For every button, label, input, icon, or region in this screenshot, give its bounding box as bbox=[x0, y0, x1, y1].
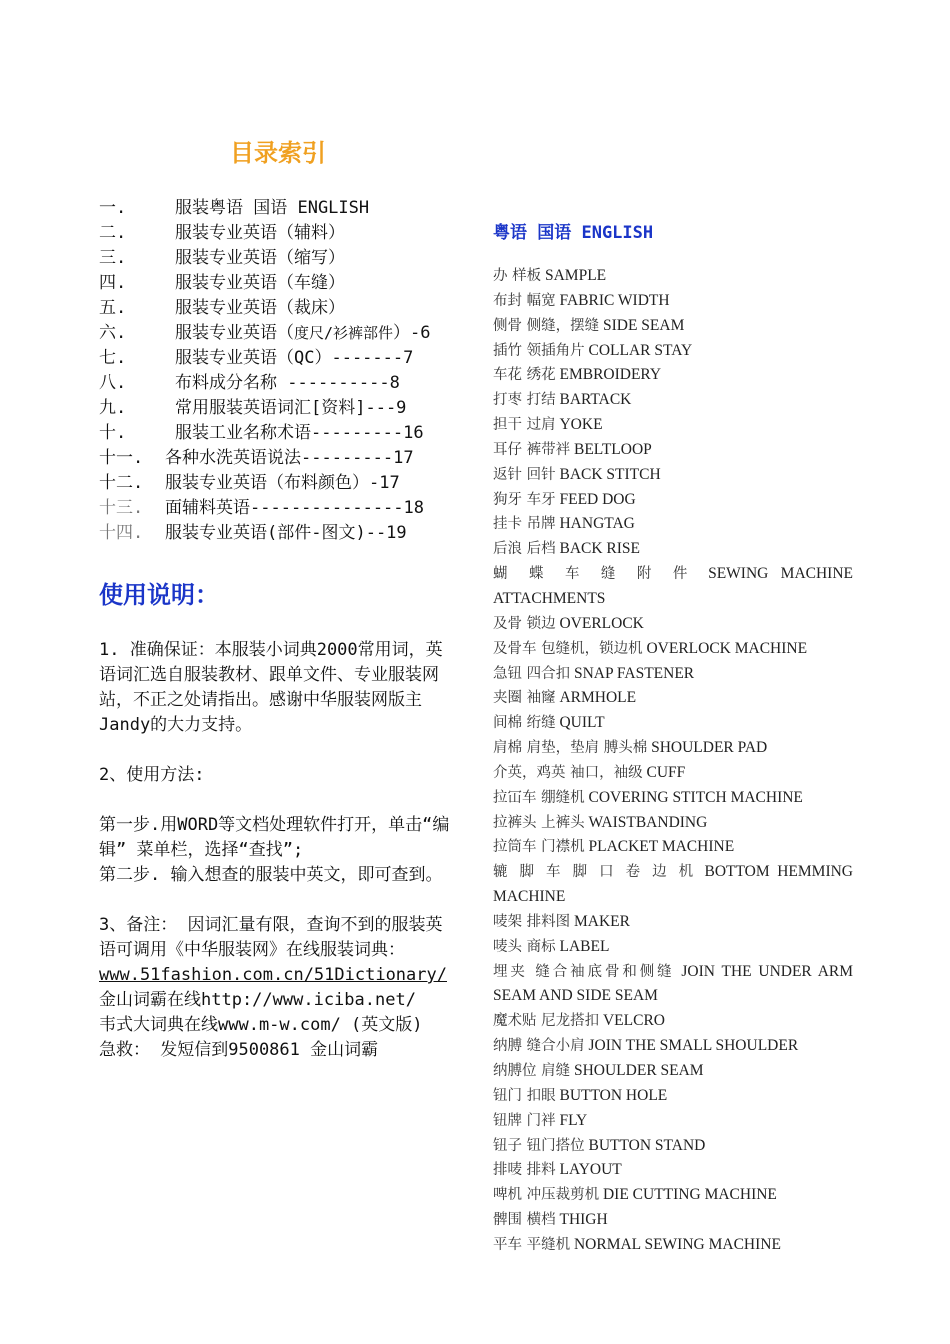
glossary-entry bbox=[493, 662, 853, 687]
glossary-entry bbox=[493, 388, 853, 413]
glossary-english: FABRIC WIDTH bbox=[559, 291, 670, 309]
glossary-entry bbox=[493, 935, 853, 960]
usage-paragraph-3: 3、备注： 因词汇量有限，查询不到的服装英语可调用《中华服装网》在线服装词典： bbox=[99, 915, 443, 960]
toc-item bbox=[99, 496, 469, 521]
glossary-cantonese-mandarin: 及骨 锁边 bbox=[493, 615, 556, 632]
glossary-cantonese-mandarin: 唛架 排料图 bbox=[493, 913, 571, 930]
glossary-cantonese-mandarin: 拉筒车 门襟机 bbox=[493, 839, 585, 856]
toc-item-number: 五. bbox=[99, 298, 127, 318]
glossary-english: BOTTOM HEMMING bbox=[704, 863, 854, 881]
glossary-cantonese-mandarin: 钮门 扣眼 bbox=[493, 1087, 556, 1104]
glossary-english: FEED DOG bbox=[559, 490, 636, 508]
toc-item bbox=[99, 196, 469, 221]
glossary-english: MAKER bbox=[573, 912, 630, 930]
glossary-cantonese-mandarin: 钮牌 门袢 bbox=[493, 1112, 556, 1129]
usage-paragraph-1: 1. 准确保证：本服装小词典2000常用词，英语词汇选自服装教材、跟单文件、专业服装网站，不正之处请指出。感谢中华服装网版主Jandy的大力支持。 bbox=[99, 640, 443, 735]
toc-item-number: 一. bbox=[99, 198, 127, 218]
glossary-entry bbox=[493, 960, 853, 985]
glossary-entry bbox=[493, 512, 853, 537]
glossary-english: PLACKET MACHINE bbox=[588, 838, 735, 856]
glossary-english: SHOULDER SEAM bbox=[573, 1062, 704, 1079]
glossary-cantonese-mandarin: 间棉 绗缝 bbox=[493, 715, 556, 732]
toc-item bbox=[99, 346, 469, 371]
glossary-english: SHOULDER PAD bbox=[651, 739, 768, 757]
glossary-english: NORMAL SEWING MACHINE bbox=[573, 1235, 781, 1253]
glossary-entry bbox=[493, 1109, 853, 1134]
glossary-entry bbox=[493, 1009, 853, 1034]
glossary-entry bbox=[493, 1158, 853, 1183]
glossary-entry bbox=[493, 835, 853, 860]
toc-item-text: 常用服装英语词汇[资料]---9 bbox=[175, 398, 407, 418]
glossary-entry bbox=[493, 1134, 853, 1159]
glossary-cantonese-mandarin: 唛头 商标 bbox=[493, 938, 556, 955]
iciba-line: 金山词霸在线http://www.iciba.net/ bbox=[99, 990, 416, 1010]
glossary-english: HANGTAG bbox=[559, 515, 635, 533]
glossary-cantonese-mandarin: 及骨车 包缝机，锁边机 bbox=[493, 640, 643, 657]
toc-item-text: 服装粤语 国语 ENGLISH bbox=[175, 198, 370, 218]
glossary-heading: 粤语 国语 ENGLISH bbox=[493, 223, 654, 243]
glossary-english: BACK RISE bbox=[559, 540, 641, 558]
glossary-cantonese-mandarin: 辘 脚 车 脚 口 卷 边 机 bbox=[493, 864, 697, 881]
glossary-english: THIGH bbox=[559, 1211, 608, 1229]
glossary-cantonese-mandarin: 急钮 四合扣 bbox=[493, 665, 571, 682]
toc-item-text: 服装专业英语（QC）-------7 bbox=[175, 348, 414, 368]
toc-item-number: 四. bbox=[99, 273, 127, 293]
glossary-cantonese-mandarin: 狗牙 车牙 bbox=[493, 491, 556, 508]
toc-item bbox=[99, 421, 469, 446]
toc-item-number: 十一. bbox=[99, 448, 144, 468]
glossary-english: COLLAR STAY bbox=[588, 341, 693, 359]
glossary-cantonese-mandarin: 侧骨 侧缝，摆缝 bbox=[493, 317, 600, 334]
glossary-cantonese-mandarin: 钮子 钮门搭位 bbox=[493, 1137, 585, 1154]
usage-body bbox=[99, 638, 454, 1063]
toc-item-number: 十三. bbox=[99, 498, 144, 518]
glossary-cantonese-mandarin: 拉冚车 绷缝机 bbox=[493, 789, 585, 806]
glossary-english: OVERLOCK bbox=[559, 614, 644, 632]
glossary-entry bbox=[493, 860, 853, 885]
toc-item bbox=[99, 521, 469, 546]
sms-line: 急救： 发短信到9500861 金山词霸 bbox=[99, 1040, 379, 1060]
toc-item bbox=[99, 321, 469, 346]
glossary-english: YOKE bbox=[559, 416, 603, 434]
glossary-cantonese-mandarin: 车花 绣花 bbox=[493, 367, 556, 384]
glossary-entry-continuation: MACHINE bbox=[493, 888, 566, 906]
glossary-entry-continuation: ATTACHMENTS bbox=[493, 589, 606, 607]
toc-item-number: 六. bbox=[99, 323, 127, 343]
dictionary-link[interactable]: www.51fashion.com.cn/51Dictionary/ bbox=[99, 965, 447, 985]
glossary-cantonese-mandarin: 打枣 打结 bbox=[493, 392, 556, 409]
glossary-entry bbox=[493, 363, 853, 388]
toc-item-text: 服装专业英语（度尺/衫裤部件）-6 bbox=[175, 323, 431, 343]
glossary-english: QUILT bbox=[559, 714, 605, 732]
usage-step-1: 第一步.用WORD等文档处理软件打开，单击“编辑” 菜单栏，选择“查找”; bbox=[99, 815, 450, 860]
glossary-english: SNAP FASTENER bbox=[573, 664, 695, 682]
glossary-english: EMBROIDERY bbox=[559, 366, 662, 384]
glossary-cantonese-mandarin: 排唛 排料 bbox=[493, 1162, 556, 1179]
usage-paragraph-2: 2、使用方法: bbox=[99, 765, 205, 785]
toc-item bbox=[99, 371, 469, 396]
toc-item bbox=[99, 271, 469, 296]
glossary-english: LAYOUT bbox=[559, 1161, 622, 1179]
glossary-english: LABEL bbox=[559, 937, 610, 955]
glossary-english: DIE CUTTING MACHINE bbox=[602, 1186, 777, 1204]
glossary-entry bbox=[493, 1208, 853, 1233]
glossary-entry bbox=[493, 1034, 853, 1059]
toc-item-text: 面辅料英语---------------18 bbox=[165, 498, 424, 518]
toc-item-number: 七. bbox=[99, 348, 127, 368]
glossary-cantonese-mandarin: 魔术贴 尼龙搭扣 bbox=[493, 1013, 600, 1030]
glossary-entry bbox=[493, 1233, 853, 1258]
glossary-cantonese-mandarin: 介英，鸡英 袖口，袖级 bbox=[493, 764, 643, 781]
toc-item-text: 服装专业英语（布料颜色）-17 bbox=[165, 473, 400, 493]
toc-item bbox=[99, 221, 469, 246]
glossary-english: ARMHOLE bbox=[559, 689, 637, 707]
toc-item-number: 三. bbox=[99, 248, 127, 268]
toc-item-text: 布料成分名称 ----------8 bbox=[175, 373, 400, 393]
glossary-entry bbox=[493, 264, 853, 289]
glossary-list bbox=[493, 264, 853, 1258]
glossary-english: OVERLOCK MACHINE bbox=[646, 639, 808, 657]
glossary-english: JOIN THE SMALL SHOULDER bbox=[588, 1037, 799, 1055]
toc-item bbox=[99, 246, 469, 271]
glossary-english: BUTTON STAND bbox=[588, 1136, 706, 1154]
toc-item-number: 十. bbox=[99, 423, 127, 443]
glossary-entry bbox=[493, 910, 853, 935]
glossary-cantonese-mandarin: 耳仔 裤带袢 bbox=[493, 441, 571, 458]
toc-item-text: 服装专业英语（辅料） bbox=[175, 223, 345, 243]
glossary-cantonese-mandarin: 办 样板 bbox=[493, 268, 542, 284]
glossary-english: WAISTBANDING bbox=[588, 813, 708, 831]
toc-item-number: 八. bbox=[99, 373, 127, 393]
glossary-entry bbox=[493, 314, 853, 339]
glossary-entry bbox=[493, 786, 853, 811]
glossary-entry bbox=[493, 537, 853, 562]
glossary-english: COVERING STITCH MACHINE bbox=[588, 788, 803, 806]
glossary-cantonese-mandarin: 返针 回针 bbox=[493, 466, 556, 483]
toc-item bbox=[99, 396, 469, 421]
glossary-cantonese-mandarin: 啤机 冲压裁剪机 bbox=[493, 1187, 600, 1204]
glossary-english: CUFF bbox=[646, 763, 686, 781]
glossary-cantonese-mandarin: 肩棉 肩垫，垫肩 膊头棉 bbox=[493, 740, 648, 757]
glossary-cantonese-mandarin: 夹圈 袖窿 bbox=[493, 690, 556, 707]
glossary-english: BARTACK bbox=[559, 391, 632, 409]
merriam-webster-line: 韦式大词典在线www.m-w.com/ (英文版) bbox=[99, 1015, 423, 1035]
glossary-cantonese-mandarin: 髀围 横档 bbox=[493, 1212, 556, 1229]
glossary-entry bbox=[493, 637, 853, 662]
glossary-entry bbox=[493, 736, 853, 761]
glossary-entry bbox=[493, 761, 853, 786]
usage-title: 使用说明： bbox=[99, 581, 219, 609]
glossary-entry bbox=[493, 562, 853, 587]
glossary-entry bbox=[493, 686, 853, 711]
toc-item bbox=[99, 296, 469, 321]
toc-item-number: 二. bbox=[99, 223, 127, 243]
glossary-entry bbox=[493, 289, 853, 314]
glossary-entry bbox=[493, 488, 853, 513]
glossary-english: SIDE SEAM bbox=[602, 316, 685, 334]
glossary-cantonese-mandarin: 蝴 蝶 车 缝 附 件 bbox=[493, 566, 696, 583]
glossary-english: SEWING MACHINE bbox=[708, 565, 853, 583]
toc-item bbox=[99, 471, 469, 496]
glossary-cantonese-mandarin: 平车 平缝机 bbox=[493, 1236, 571, 1253]
toc-item bbox=[99, 446, 469, 471]
toc-item-text: 各种水洗英语说法---------17 bbox=[165, 448, 414, 468]
glossary-english: BELTLOOP bbox=[573, 440, 652, 458]
glossary-english: SAMPLE bbox=[544, 267, 607, 284]
glossary-entry bbox=[493, 438, 853, 463]
toc-list bbox=[99, 196, 469, 546]
glossary-cantonese-mandarin: 纳膊 缝合小肩 bbox=[493, 1038, 585, 1055]
toc-item-number: 九. bbox=[99, 398, 127, 418]
glossary-cantonese-mandarin: 插竹 领插角片 bbox=[493, 342, 585, 359]
toc-title: 目录索引 bbox=[230, 139, 326, 167]
glossary-entry bbox=[493, 339, 853, 364]
toc-item-text: 服装工业名称术语---------16 bbox=[175, 423, 424, 443]
glossary-entry bbox=[493, 1059, 853, 1084]
glossary-english: BACK STITCH bbox=[559, 465, 661, 483]
toc-item-text: 服装专业英语（裁床） bbox=[175, 298, 345, 318]
toc-item-text: 服装专业英语（车缝） bbox=[175, 273, 345, 293]
toc-item-number: 十二. bbox=[99, 473, 144, 493]
glossary-entry bbox=[493, 811, 853, 836]
glossary-cantonese-mandarin: 拉裤头 上裤头 bbox=[493, 814, 585, 831]
glossary-english: BUTTON HOLE bbox=[559, 1086, 668, 1104]
glossary-entry-continuation: SEAM AND SIDE SEAM bbox=[493, 987, 658, 1005]
glossary-entry bbox=[493, 711, 853, 736]
toc-item-number: 十四. bbox=[99, 523, 144, 543]
glossary-entry bbox=[493, 612, 853, 637]
glossary-cantonese-mandarin: 后浪 后档 bbox=[493, 541, 556, 558]
glossary-entry bbox=[493, 1084, 853, 1109]
glossary-cantonese-mandarin: 挂卡 吊牌 bbox=[493, 516, 556, 533]
glossary-cantonese-mandarin: 布封 幅宽 bbox=[493, 292, 556, 309]
toc-item-text: 服装专业英语(部件-图文)--19 bbox=[165, 523, 407, 543]
glossary-cantonese-mandarin: 埋夹 缝合袖底骨和侧缝 bbox=[493, 963, 675, 980]
glossary-english: FLY bbox=[559, 1111, 588, 1129]
glossary-entry bbox=[493, 463, 853, 488]
glossary-cantonese-mandarin: 担干 过肩 bbox=[493, 417, 556, 434]
glossary-entry bbox=[493, 1183, 853, 1208]
glossary-cantonese-mandarin: 纳膊位 肩缝 bbox=[493, 1063, 571, 1079]
glossary-english: JOIN THE UNDER ARM bbox=[681, 962, 854, 980]
usage-step-2: 第二步. 输入想查的服装中英文，即可查到。 bbox=[99, 865, 443, 885]
glossary-entry bbox=[493, 413, 853, 438]
glossary-english: VELCRO bbox=[602, 1012, 665, 1030]
toc-item-text: 服装专业英语（缩写） bbox=[175, 248, 345, 268]
